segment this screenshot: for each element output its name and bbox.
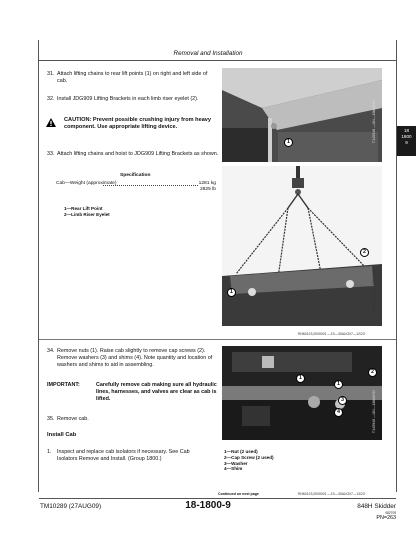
section1-reference-id: RH60123,0000001 —19—30AUG07—12/23 (298, 332, 365, 336)
step-31-text: Attach lifting chains to rear lift points (1) on right and left side of cab. (57, 71, 208, 85)
model-name: 848H Skidder (357, 503, 396, 510)
callout-1-top: 1 (284, 138, 293, 147)
spec-label: Cab—Weight (approximate) (56, 181, 117, 186)
spec-value-kg: 1281 kg (198, 181, 216, 186)
step-32-number: 32. (47, 96, 55, 102)
step-31 (47, 71, 219, 85)
cab-hoist-illustration (222, 166, 382, 326)
spec-leader-dots (103, 185, 198, 186)
step-34-text: Remove nuts (1). Raise cab slightly to remove cap screws (2). Remove washers (3) and shims (4). Note quantity and location of washers and shims to aid in assembling. (57, 348, 213, 369)
important-notice (47, 382, 217, 404)
important-label: IMPORTANT: (47, 382, 80, 388)
caution-icon (46, 118, 56, 127)
install-step-1 (47, 449, 207, 463)
photo-1-caption: T145948 —UN—18MAY01 (372, 100, 376, 144)
step-33-text: Attach lifting chains and hoist to JDG909 Lifting Brackets as shown. (57, 151, 219, 157)
install-cab-heading: Install Cab (47, 432, 77, 438)
side-tab-section: 1800 (401, 134, 412, 139)
callout-4-isolator: 4 (334, 408, 343, 417)
page-number: PN=263 (376, 515, 396, 521)
legend-item-nut: 1—Nut (2 used) (224, 449, 258, 454)
section-divider (39, 339, 396, 340)
right-margin-rule (396, 40, 397, 492)
spec-value-lb: 2825 lb (199, 187, 216, 193)
callout-2-hoist: 2 (360, 248, 369, 257)
continued-note: Continued on next page (218, 492, 259, 496)
callout-1-hoist: 1 (227, 288, 236, 297)
photo-cab-isolator-hardware (222, 346, 382, 440)
step-32 (47, 96, 219, 103)
side-tab-group: 18 (403, 128, 410, 133)
legend-item-washer: 3—Washer (224, 460, 248, 466)
footer-rule (39, 498, 396, 499)
step-32-text: Install JDG909 Lifting Brackets in each limb riser eyelet (2). (57, 96, 199, 102)
photo-3-caption: T145946 —UN—18MAY01 (372, 390, 376, 434)
step-35-text: Remove cab. (57, 416, 89, 422)
left-margin-rule (38, 40, 39, 492)
photo-2-caption: T145948 —UN—18MAY01 (372, 270, 376, 314)
callout-2-isolator: 2 (368, 368, 377, 377)
step-35-number: 35. (47, 416, 55, 422)
page-header-title: Removal and Installation (173, 50, 243, 57)
install-step-1-number: 1. (47, 449, 52, 455)
step-33-number: 33. (47, 151, 55, 157)
legend-item-shim: 4—Shim (224, 466, 243, 472)
photo-cab-hoist (222, 166, 382, 326)
important-text: Carefully remove cab making sure all hydraulic lines, harnesses, and valves are clear as cab is lifted. (96, 382, 217, 403)
callout-1-isolator: 1 (296, 374, 305, 383)
cab-roof-illustration (222, 68, 382, 162)
print-code: 082709 (385, 511, 396, 515)
isolator-hardware-illustration (222, 346, 382, 440)
section2-legend (224, 449, 274, 472)
section-side-tab (397, 126, 416, 156)
callout-1b-isolator: 1 (334, 380, 343, 389)
callout-3-isolator: 3 (338, 396, 347, 405)
step-33 (47, 151, 219, 158)
section1-legend (64, 206, 110, 218)
legend-item-cap-screw: 2—Cap Screw (2 used) (224, 454, 274, 460)
step-34 (47, 348, 219, 370)
specification-heading: Specification (120, 173, 151, 178)
legend-item-rear-lift-point: 1—Rear Lift Point (64, 206, 103, 211)
step-31-number: 31. (47, 71, 55, 77)
caution-message: CAUTION: Prevent possible crushing injury from heavy component. Use appropriate lifting device. (64, 117, 212, 131)
page-code: 18-1800-9 (185, 500, 231, 511)
photo-cab-lift-point (222, 68, 382, 162)
install-step-1-text: Inspect and replace cab isolators if necessary. See Cab Isolators Remove and Install. (Group 1800.) (57, 449, 190, 463)
section2-reference-id: RH60123,0000001 —19—30AUG07—13/23 (298, 492, 365, 496)
legend-item-limb-riser-eyelet: 2—Limb Riser Eyelet (64, 211, 110, 217)
header-rule (39, 60, 396, 61)
step-35 (47, 416, 219, 423)
step-34-number: 34. (47, 348, 55, 354)
document-id: TM10289 (27AUG09) (40, 503, 102, 510)
side-tab-page: 9 (405, 140, 408, 145)
